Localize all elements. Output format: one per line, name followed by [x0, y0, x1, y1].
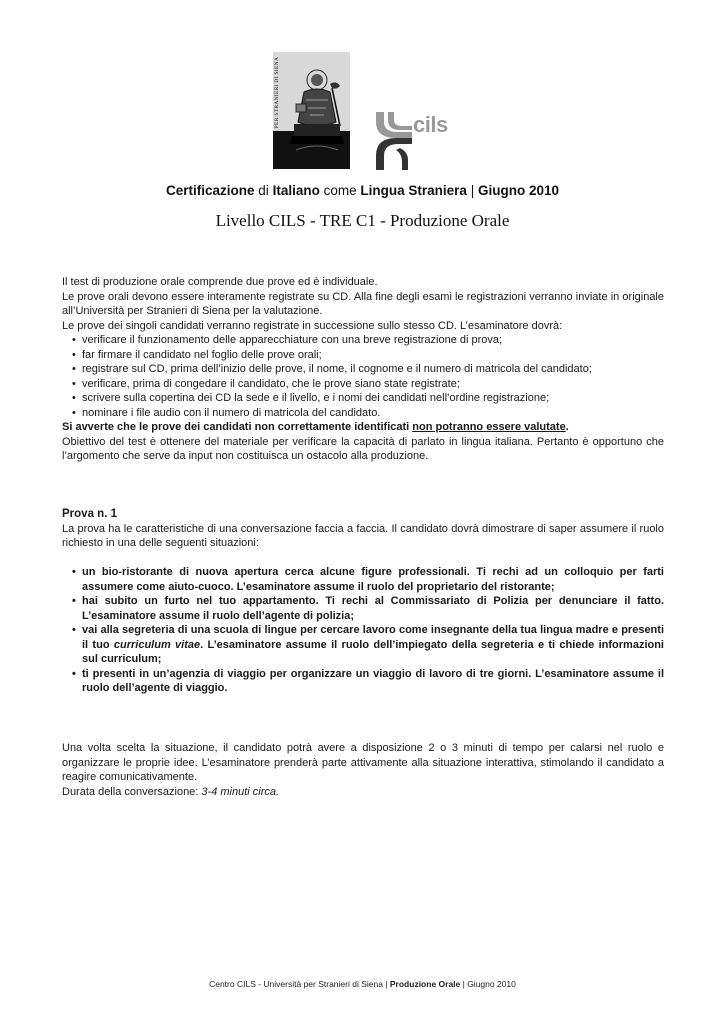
closing-section [62, 741, 664, 799]
prova-intro: La prova ha le caratteristiche di una conversazione faccia a faccia. Il candidato dovrà dimostrare di saper assumere il ruolo richiesto in una delle seguenti situazioni: [62, 522, 664, 549]
list-item: • registrare sul CD, prima dell’inizio delle prove, il nome, il cognome e il numero di matricola del candidato; [62, 362, 664, 377]
situation-text: . L’esaminatore assume il ruolo dell’impiegato della segreteria e ti chiede informazioni sul curriculum; [82, 638, 664, 665]
situation-item [62, 623, 664, 667]
header-word: come [323, 183, 357, 198]
list-item: • verificare, prima di congedare il candidato, che le prove siano state registrate; [62, 377, 664, 392]
prova-section [62, 507, 664, 551]
certification-header [0, 183, 725, 198]
prova-title: Prova n. 1 [62, 508, 117, 520]
identification-warning [62, 420, 664, 435]
list-item: • verificare il funzionamento delle apparecchiature con una breve registrazione di prova; [62, 333, 664, 348]
footer-text: Centro CILS - Università per Stranieri di Siena | [209, 979, 390, 989]
situations-block [62, 565, 664, 696]
duration-value: 3-4 minuti circa. [201, 785, 280, 798]
seal-vertical-text: UNIVERSITÀ PER STRANIERI DI SIENA [274, 56, 280, 166]
list-item: • far firmare il candidato nel foglio delle prove orali; [62, 348, 664, 363]
examiner-duties-list [62, 333, 664, 420]
header-word: di [258, 183, 269, 198]
warning-underlined: non potranno essere valutate [412, 421, 566, 433]
header-separator: | [470, 183, 475, 198]
situation-italic: curriculum vitae [113, 638, 201, 651]
warning-end: . [565, 421, 569, 433]
footer-text: | Giugno 2010 [460, 979, 516, 989]
footer-bold: Produzione Orale [389, 979, 461, 989]
closing-paragraph: Una volta scelta la situazione, il candidato potrà avere a disposizione 2 o 3 minuti di tempo per calarsi nel ruolo e organizzare le proprie idee. L’esaminatore prenderà parte attivamente alla situazione interattiva, stimolando il candidato a reagire comunicativamente. [62, 742, 664, 783]
situation-item: • un bio-ristorante di nuova apertura cerca alcune figure professionali. Ti rechi ad un colloquio per farti assumere come aiuto-cuoco. L’esaminatore assume il ruolo del proprietario del ristorante; [62, 565, 664, 594]
header-word: Giugno 2010 [477, 183, 559, 198]
cils-logo-text: cils [413, 112, 448, 137]
warning-text: Si avverte che le prove dei candidati non correttamente identificati [62, 421, 413, 433]
duration-line [62, 785, 664, 800]
header-word: Certificazione [166, 183, 255, 198]
seated-figure-icon [286, 60, 348, 164]
situations-list [62, 565, 664, 696]
situation-item: • ti presenti in un’agenzia di viaggio per organizzare un viaggio di lavoro di tre giorni. L’esaminatore assume il ruolo dell’agente di viaggio. [62, 667, 664, 696]
intro-paragraph: Le prove dei singoli candidati verranno registrate in successione sullo stesso CD. L’esaminatore dovrà: [62, 319, 563, 332]
duration-label: Durata della conversazione: [62, 785, 202, 798]
university-seal-logo [273, 52, 350, 169]
list-item: • nominare i file audio con il numero di matricola del candidato. [62, 406, 664, 421]
page-subtitle: Livello CILS - TRE C1 - Produzione Orale [215, 211, 510, 230]
list-item: • scrivere sulla copertina dei CD la sede e il livello, e i nomi dei candidati nell’ordine registrazione; [62, 391, 664, 406]
intro-paragraph: Il test di produzione orale comprende due prove ed è individuale. [62, 276, 378, 288]
intro-paragraph: Le prove orali devono essere interamente registrate su CD. Alla fine degli esami le registrazioni verranno inviate in originale all’Università per Stranieri di Siena per la valutazione. [62, 290, 664, 317]
page-footer [0, 979, 725, 989]
situation-text: vai alla segreteria di una scuola di lingue per cercare lavoro come insegnante della tua lingua madre e presenti il tuo [82, 624, 664, 651]
situation-item: • hai subito un furto nel tuo appartamento. Ti rechi al Commissariato di Polizia per denunciare il fatto. L’esaminatore assume il ruolo dell’agente di polizia; [62, 594, 664, 623]
intro-section [62, 275, 664, 464]
objective-paragraph: Obiettivo del test è ottenere del materiale per verificare la capacità di parlato in lingua italiana. Pertanto è opportuno che l’argomento che serve da input non costituisca un ostacolo alla produzione. [62, 435, 664, 462]
header-word: Italiano [272, 183, 320, 198]
header-word: Lingua Straniera [360, 183, 467, 198]
